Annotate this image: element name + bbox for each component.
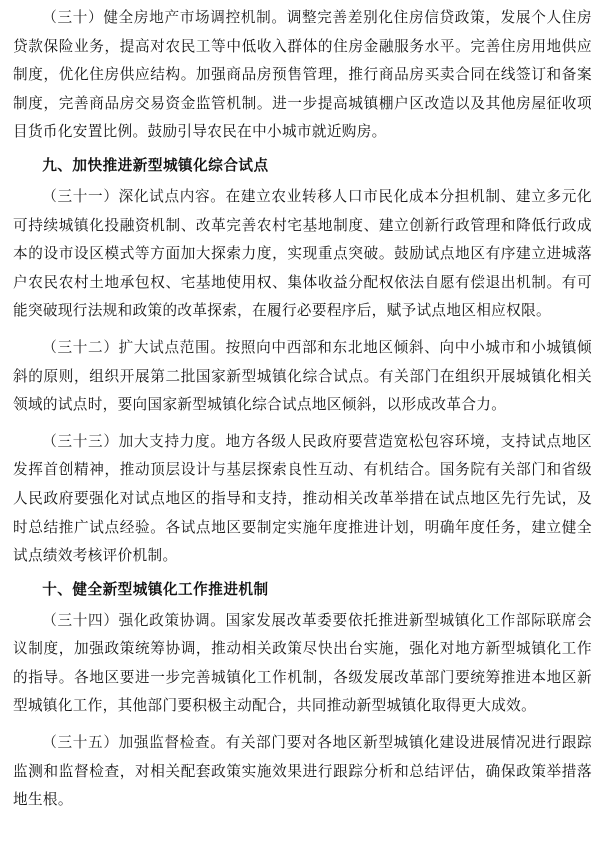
- section-heading-9: 九、加快推进新型城镇化综合试点: [42, 156, 269, 174]
- paragraph-lead: （三十一）深化试点内容。: [42, 187, 226, 205]
- paragraph-body: 在建立农业转移人口市民化成本分担机制、建立多元化可持续城镇化投融资机制、改革完善农村宅基地制度、建立创新行政管理和降低行政成本的设市设区模式等方面加大探索力度，实现重点突破。鼓励试点地区有序建立进城落户农民农村土地承包权、宅基地使用权、集体收益分配权依法自愿有偿退出机制。有可能突破现行法规和政策的改革探索，在履行必要程序后，赋予试点地区相应权限。: [13, 187, 593, 320]
- paragraph-lead: （三十三）加大支持力度。: [42, 432, 226, 450]
- paragraph-body: 有关部门要对各地区新型城镇化建设进展情况进行跟踪监测和监督检查，对相关配套政策实施效果进行跟踪分析和总结评估，确保政策举措落地生根。: [13, 734, 593, 809]
- paragraph-30: [13, 4, 592, 147]
- paragraph-lead: （三十五）加强监督检查。: [42, 734, 226, 752]
- paragraph-31: [13, 183, 592, 326]
- paragraph-34: [13, 607, 592, 721]
- paragraph-lead: （三十二）扩大试点范围。: [42, 338, 226, 356]
- paragraph-35: [13, 729, 592, 815]
- section-heading-10: 十、健全新型城镇化工作推进机制: [42, 580, 269, 598]
- paragraph-body: 按照向中西部和东北地区倾斜、向中小城市和小城镇倾斜的原则，组织开展第二批国家新型城镇化综合试点。有关部门在组织开展城镇化相关领域的试点时，要向国家新型城镇化综合试点地区倾斜，以形成改革合力。: [13, 338, 593, 414]
- paragraph-32: [13, 334, 592, 420]
- paragraph-lead: （三十）健全房地产市场调控机制。: [42, 9, 287, 26]
- paragraph-body: 地方各级人民政府要营造宽松包容环境，支持试点地区发挥首创精神，推动顶层设计与基层探索良性互动、有机结合。国务院有关部门和省级人民政府要强化对试点地区的指导和支持，推动相关改革举措在试点地区先行先试，及时总结推广试点经验。各试点地区要制定实施年度推进计划，明确年度任务，建立健全试点绩效考核评价机制。: [13, 432, 593, 565]
- paragraph-lead: （三十四）强化政策协调。: [42, 611, 226, 629]
- paragraph-body: 国家发展改革委要依托推进新型城镇化工作部际联席会议制度，加强政策统筹协调，推动相关政策尽快出台实施，强化对地方新型城镇化工作的指导。各地区要进一步完善城镇化工作机制，各级发展改革部门要统筹推进本地区新型城镇化工作，其他部门要积极主动配合，共同推动新型城镇化取得更大成效。: [13, 611, 593, 715]
- paragraph-33: [13, 428, 592, 571]
- paragraph-body: 调整完善差别化住房信贷政策，发展个人住房贷款保险业务，提高对农民工等中低收入群体的住房金融服务水平。完善住房用地供应制度，优化住房供应结构。加强商品房预售管理，推行商品房买卖合同在线签订和备案制度，完善商品房交易资金监管机制。进一步提高城镇棚户区改造以及其他房屋征收项目货币化安置比例。鼓励引导农民在中小城市就近购房。: [13, 9, 592, 141]
